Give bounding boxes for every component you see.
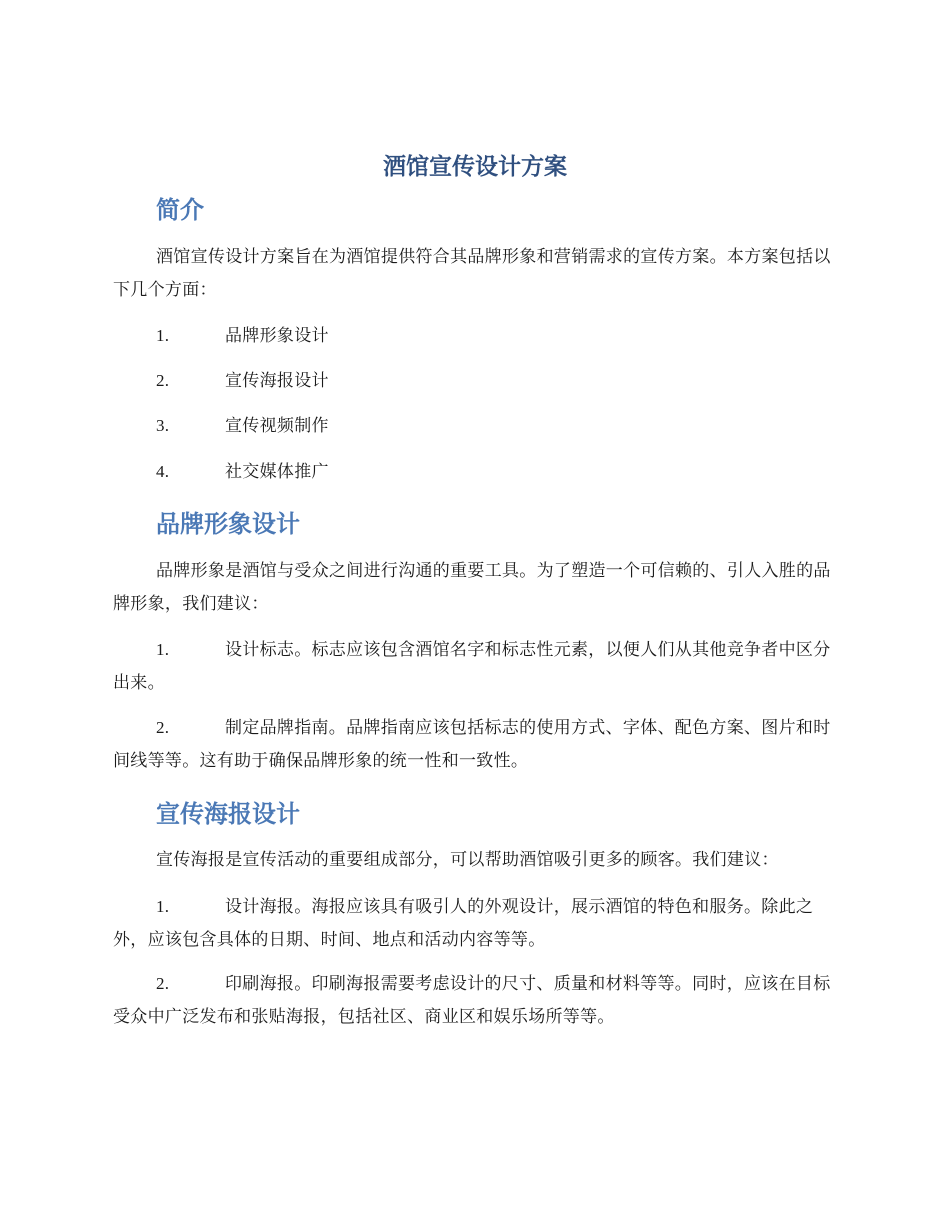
list-item-number: 1.	[156, 640, 170, 659]
list-item-number: 2.	[156, 371, 170, 390]
list-item-number: 2.	[156, 974, 170, 993]
section-heading-poster: 宣传海报设计	[156, 800, 300, 828]
section-intro-paragraph: 品牌形象是酒馆与受众之间进行沟通的重要工具。为了塑造一个可信赖的、引人入胜的品牌形象，我们建议：	[113, 561, 831, 614]
list-item-text: 社交媒体推广	[225, 462, 329, 482]
list-item	[113, 364, 841, 398]
list-item	[113, 455, 841, 489]
section-heading-brand: 品牌形象设计	[156, 510, 300, 538]
list-item	[113, 711, 841, 778]
list-item-text: 印刷海报。印刷海报需要考虑设计的尺寸、质量和材料等等。同时，应该在目标受众中广泛发布和张贴海报，包括社区、商业区和娱乐场所等等。	[113, 974, 831, 1027]
list-item-text: 宣传视频制作	[225, 416, 329, 436]
list-item-text: 设计海报。海报应该具有吸引人的外观设计，展示酒馆的特色和服务。除此之外，应该包含具体的日期、时间、地点和活动内容等等。	[113, 897, 814, 950]
list-item	[113, 967, 841, 1034]
list-item-number: 2.	[156, 718, 170, 737]
list-item	[113, 409, 841, 443]
list-item	[113, 633, 841, 700]
section-intro-paragraph: 酒馆宣传设计方案旨在为酒馆提供符合其品牌形象和营销需求的宣传方案。本方案包括以下几个方面：	[113, 247, 831, 300]
list-item-number: 4.	[156, 462, 170, 481]
section-heading-intro: 简介	[156, 196, 204, 224]
document-title: 酒馆宣传设计方案	[383, 154, 567, 180]
list-item	[113, 319, 841, 353]
list-item-text: 宣传海报设计	[225, 371, 329, 391]
list-item	[113, 890, 841, 957]
list-item-number: 1.	[156, 326, 170, 345]
list-item-number: 1.	[156, 897, 170, 916]
list-item-text: 制定品牌指南。品牌指南应该包括标志的使用方式、字体、配色方案、图片和时间线等等。这有助于确保品牌形象的统一性和一致性。	[113, 718, 831, 771]
list-item-text: 设计标志。标志应该包含酒馆名字和标志性元素，以便人们从其他竞争者中区分出来。	[113, 640, 831, 693]
list-item-number: 3.	[156, 416, 170, 435]
list-item-text: 品牌形象设计	[225, 326, 329, 346]
section-intro-paragraph: 宣传海报是宣传活动的重要组成部分，可以帮助酒馆吸引更多的顾客。我们建议：	[156, 850, 779, 870]
